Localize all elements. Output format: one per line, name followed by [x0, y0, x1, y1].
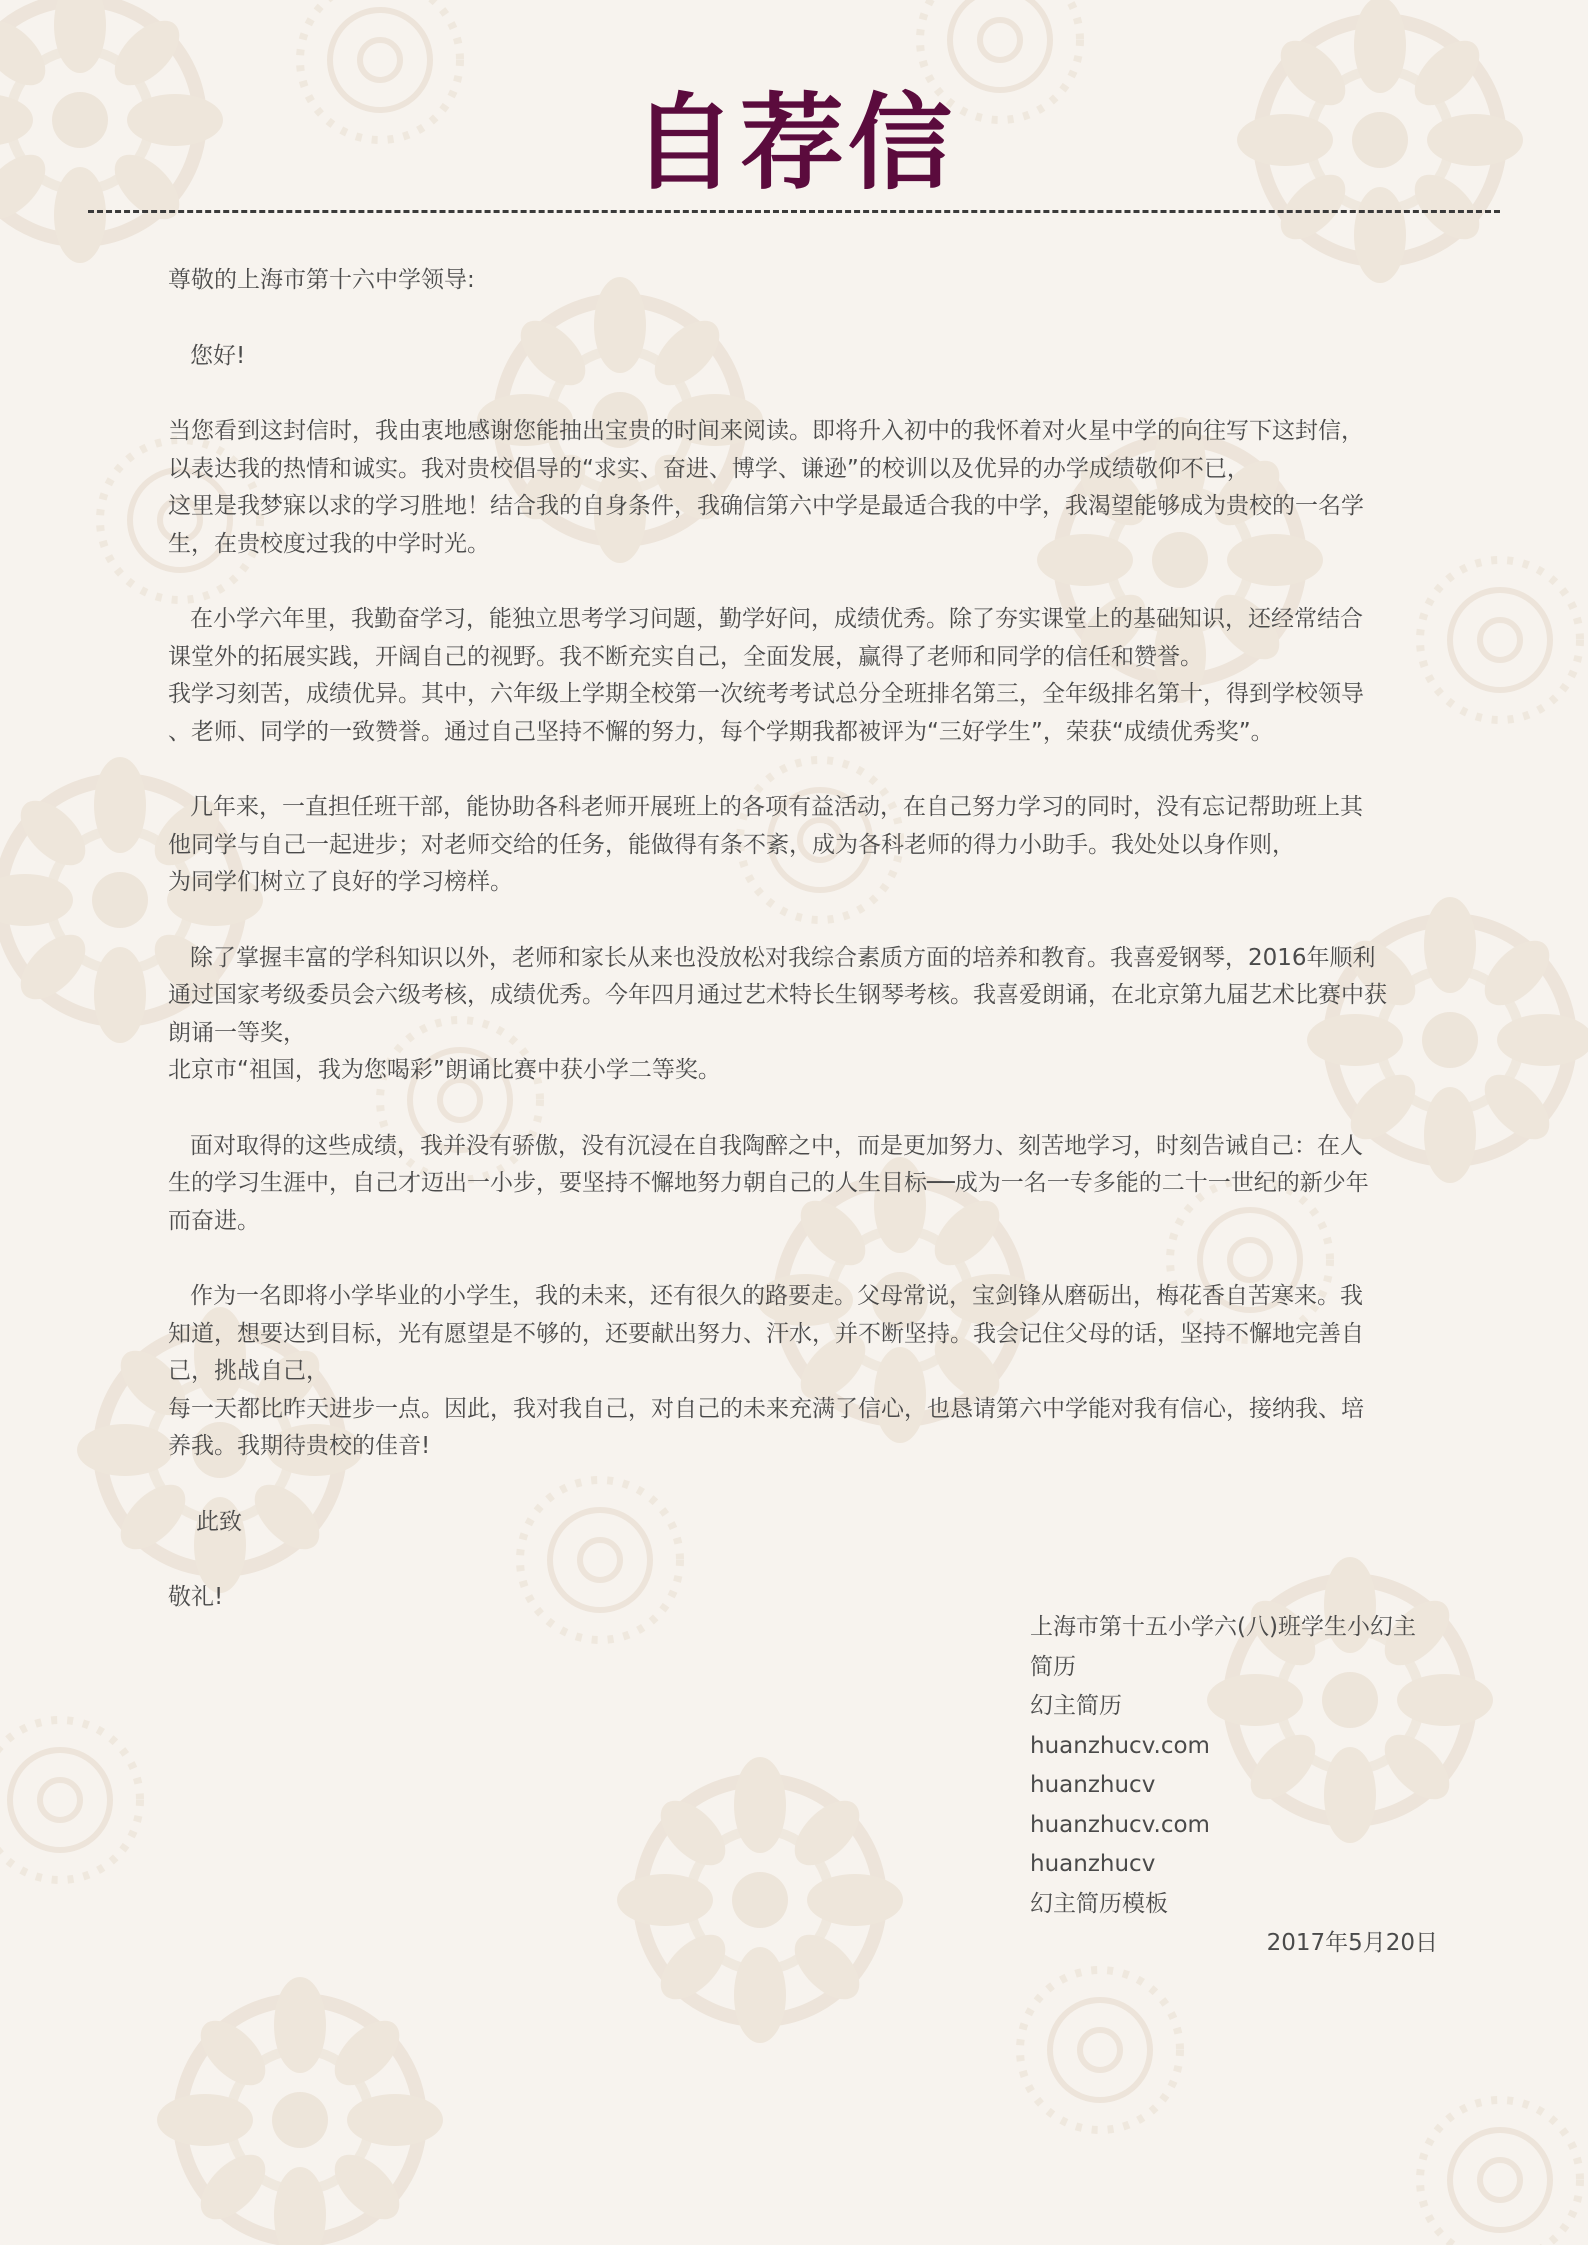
paragraph-6: 作为一名即将小学毕业的小学生，我的未来，还有很久的路要走。父母常说，宝剑锋从磨砺出，梅花香自苦寒来。我 知道，想要达到目标，光有愿望是不够的，还要献出努力、汗水，并不断坚持。我会记住父母的话，坚持不懈地完善自 己，挑战自己， 每一天都比昨天进步一点。因此，我对我自己，对自己的未来充满了信心，也恳请第六中学能对我有信心，接纳我、培 养我。我期待贵校的佳音! — [168, 1283, 1364, 1459]
paragraph-5: 面对取得的这些成绩，我并没有骄傲，没有沉浸在自我陶醉之中，而是更加努力、刻苦地学习，时刻告诫自己：在人 生的学习生涯中，自己才迈出一小步，要坚持不懈地努力朝自己的人生目标──成为一名一专多能的二十一世纪的新少年 而奋进。 — [168, 1132, 1369, 1234]
signature-line: 幻主简历模板 — [1030, 1890, 1168, 1917]
signature-line: 上海市第十五小学六(八)班学生小幻主 — [1030, 1614, 1416, 1640]
page-title: 自荐信 — [631, 82, 956, 204]
paragraph-4: 除了掌握丰富的学科知识以外，老师和家长从来也没放松对我综合素质方面的培养和教育。我喜爱钢琴，2016年顺利 通过国家考级委员会六级考核，成绩优秀。今年四月通过艺术特长生钢琴考核。我喜爱朗诵，在北京第九届艺术比赛中获 朗诵一等奖， 北京市“祖国，我为您喝彩”朗诵比赛中获小学二等奖。 — [168, 944, 1387, 1083]
closing-phrase: 此致 — [196, 1508, 242, 1535]
signature-line: huanzhucv.com — [1030, 1811, 1210, 1838]
signature-block — [1030, 1608, 1450, 1924]
signature-line: huanzhucv — [1030, 1772, 1156, 1798]
signature-line: 简历 — [1030, 1653, 1076, 1680]
signature-line: 幻主简历 — [1030, 1693, 1122, 1719]
signature-line: huanzhucv.com — [1030, 1732, 1210, 1759]
letter-date: 2017年5月20日 — [1266, 1930, 1438, 1956]
title-divider — [88, 210, 1500, 213]
paragraph-1: 当您看到这封信时，我由衷地感谢您能抽出宝贵的时间来阅读。即将升入初中的我怀着对火星中学的向往写下这封信， 以表达我的热情和诚实。我对贵校倡导的“求实、奋进、博学、谦逊”的校训以及优异的办学成绩敬仰不已， 这里是我梦寐以求的学习胜地！结合我的自身条件，我确信第六中学是最适合我的中学，我渴望能够成为贵校的一名学 生，在贵校度过我的中学时光。 — [168, 418, 1364, 557]
paragraph-3: 几年来，一直担任班干部，能协助各科老师开展班上的各项有益活动，在自己努力学习的同时，没有忘记帮助班上其 他同学与自己一起进步；对老师交给的任务，能做得有条不紊，成为各科老师的得力小助手。我处处以身作则， 为同学们树立了良好的学习榜样。 — [168, 794, 1363, 895]
greeting: 您好! — [190, 342, 246, 369]
letter-body — [168, 262, 1428, 1617]
paragraph-2: 在小学六年里，我勤奋学习，能独立思考学习问题，勤学好问，成绩优秀。除了夯实课堂上的基础知识，还经常结合 课堂外的拓展实践，开阔自己的视野。我不断充实自己，全面发展，赢得了老师和同学的信任和赞誉。 我学习刻苦，成绩优异。其中，六年级上学期全校第一次统考考试总分全班排名第三，全年级排名第十，得到学校领导 、老师、同学的一致赞誉。通过自己坚持不懈的努力，每个学期我都被评为“三好学生”，荣获“成绩优秀奖”。 — [168, 606, 1364, 745]
regards: 敬礼! — [168, 1584, 224, 1610]
signature-line: huanzhucv — [1030, 1851, 1156, 1877]
salutation: 尊敬的上海市第十六中学领导: — [168, 267, 475, 293]
